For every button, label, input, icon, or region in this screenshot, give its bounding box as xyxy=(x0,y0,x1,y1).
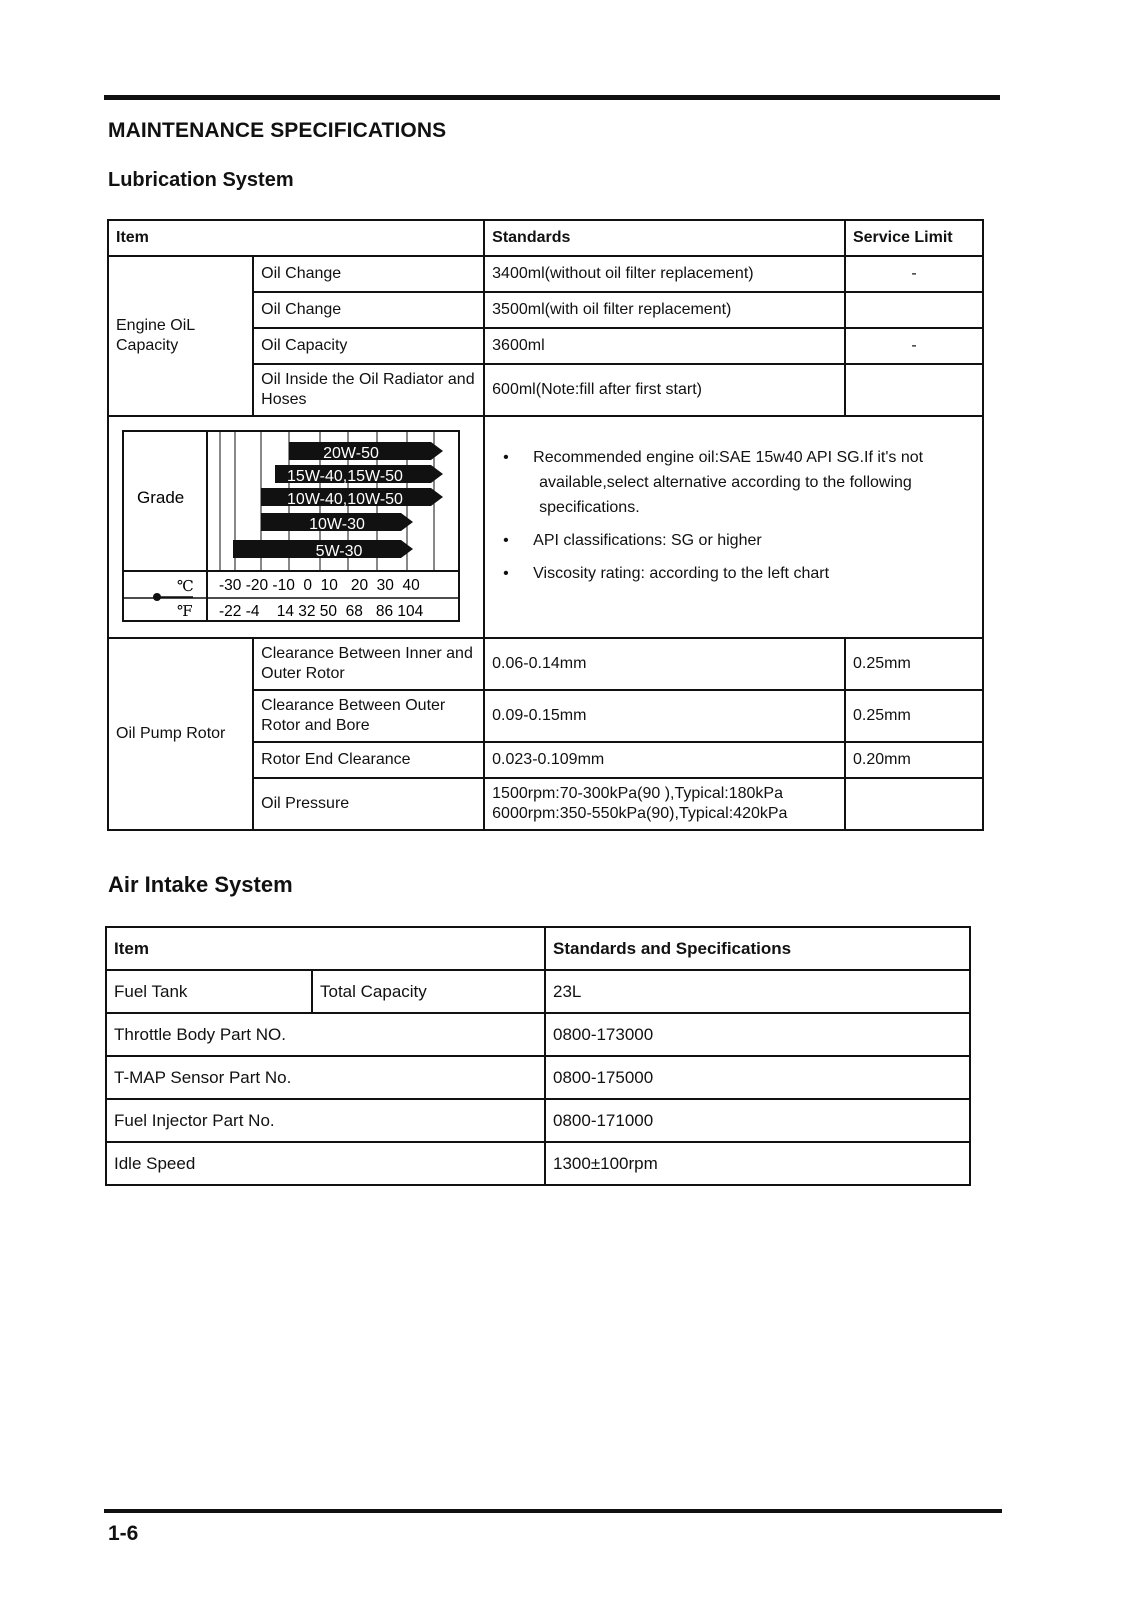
table-row xyxy=(106,970,970,1013)
row-item: Oil Change xyxy=(253,292,484,328)
list-item: • API classifications: SG or higher xyxy=(503,528,963,553)
grade-bar-label: 5W-30 xyxy=(315,543,363,560)
row-standard: 600ml(Note:fill after first start) xyxy=(484,364,845,416)
list-item: • Viscosity rating: according to the left chart xyxy=(503,561,963,586)
celsius-ticks: -30 -20 -10 0 10 20 30 40 xyxy=(219,577,420,594)
page-number: 1-6 xyxy=(108,1522,139,1545)
grade-bar xyxy=(261,513,413,533)
grade-row xyxy=(108,416,983,638)
row-item: Fuel Injector Part No. xyxy=(106,1099,545,1142)
list-item: • Recommended engine oil:SAE 15w40 API SG.If it's not available,select alternative according to the following specifications. xyxy=(503,445,963,520)
lubrication-table xyxy=(107,219,984,831)
row-limit: 0.20mm xyxy=(845,742,983,778)
row-standard: 3400ml(without oil filter replacement) xyxy=(484,256,845,292)
oil-pump-group-label: Oil Pump Rotor xyxy=(108,638,253,830)
row-standard xyxy=(484,778,845,830)
row-spec: 0800-175000 xyxy=(545,1056,970,1099)
row-limit: 0.25mm xyxy=(845,690,983,742)
table-row xyxy=(108,638,983,690)
air-intake-table xyxy=(105,926,971,1186)
row-item: Oil Inside the Oil Radiator and Hoses xyxy=(253,364,484,416)
row-limit: - xyxy=(845,256,983,292)
row-item: Oil Pressure xyxy=(253,778,484,830)
row-spec: 23L xyxy=(545,970,970,1013)
row-limit: 0.25mm xyxy=(845,638,983,690)
row-item: Idle Speed xyxy=(106,1142,545,1185)
grade-bar-label: 10W-40,10W-50 xyxy=(287,491,403,508)
row-standard: 3600ml xyxy=(484,328,845,364)
row-limit xyxy=(845,364,983,416)
row-item: Clearance Between Outer Rotor and Bore xyxy=(253,690,484,742)
row-item: T-MAP Sensor Part No. xyxy=(106,1056,545,1099)
header-item: Item xyxy=(106,927,545,970)
oil-pressure-line: 1500rpm:70-300kPa(90 ),Typical:180kPa xyxy=(492,785,783,802)
table-row xyxy=(106,1013,970,1056)
row-subitem: Total Capacity xyxy=(312,970,545,1013)
row-limit xyxy=(845,292,983,328)
row-limit xyxy=(845,778,983,830)
section-heading-air-intake: Air Intake System xyxy=(108,872,293,897)
table-row xyxy=(106,1099,970,1142)
grade-bar-label: 10W-30 xyxy=(309,516,365,533)
row-limit: - xyxy=(845,328,983,364)
row-item: Clearance Between Inner and Outer Rotor xyxy=(253,638,484,690)
oil-notes-list xyxy=(503,445,963,594)
row-spec: 1300±100rpm xyxy=(545,1142,970,1185)
table-row xyxy=(106,1142,970,1185)
grade-bar-label: 15W-40,15W-50 xyxy=(287,468,403,485)
table-header-row xyxy=(106,927,970,970)
grade-chart-cell xyxy=(108,416,484,638)
page-title: MAINTENANCE SPECIFICATIONS xyxy=(108,119,447,142)
grade-bar xyxy=(261,488,443,508)
row-item: Oil Capacity xyxy=(253,328,484,364)
row-item: Rotor End Clearance xyxy=(253,742,484,778)
header-service-limit: Service Limit xyxy=(845,220,983,256)
table-header-row xyxy=(108,220,983,256)
row-spec: 0800-171000 xyxy=(545,1099,970,1142)
grade-label: Grade xyxy=(137,488,185,507)
top-rule xyxy=(104,95,1000,100)
viscosity-grade-chart xyxy=(109,417,477,637)
row-standard: 0.09-0.15mm xyxy=(484,690,845,742)
engine-oil-group-label: Engine OiL Capacity xyxy=(108,256,253,416)
row-item: Oil Change xyxy=(253,256,484,292)
header-item: Item xyxy=(108,220,484,256)
celsius-unit: ℃ xyxy=(177,577,194,595)
row-standard: 0.06-0.14mm xyxy=(484,638,845,690)
header-standards: Standards xyxy=(484,220,845,256)
row-item: Throttle Body Part NO. xyxy=(106,1013,545,1056)
grade-bar xyxy=(233,540,413,560)
bottom-rule xyxy=(104,1509,1002,1513)
row-standard: 0.023-0.109mm xyxy=(484,742,845,778)
oil-pressure-line: 6000rpm:350-550kPa(90),Typical:420kPa xyxy=(492,805,788,822)
grade-bar-label: 20W-50 xyxy=(323,445,379,462)
grade-bar xyxy=(275,465,443,485)
table-row xyxy=(108,256,983,292)
fahrenheit-unit: ℉ xyxy=(177,602,193,620)
row-standard: 3500ml(with oil filter replacement) xyxy=(484,292,845,328)
section-heading-lubrication: Lubrication System xyxy=(108,169,294,191)
row-spec: 0800-173000 xyxy=(545,1013,970,1056)
header-spec: Standards and Specifications xyxy=(545,927,970,970)
row-item: Fuel Tank xyxy=(106,970,312,1013)
table-row xyxy=(106,1056,970,1099)
fahrenheit-ticks: -22 -4 14 32 50 68 86 104 xyxy=(219,603,424,620)
oil-notes-cell xyxy=(484,416,983,638)
grade-bar xyxy=(289,442,443,462)
